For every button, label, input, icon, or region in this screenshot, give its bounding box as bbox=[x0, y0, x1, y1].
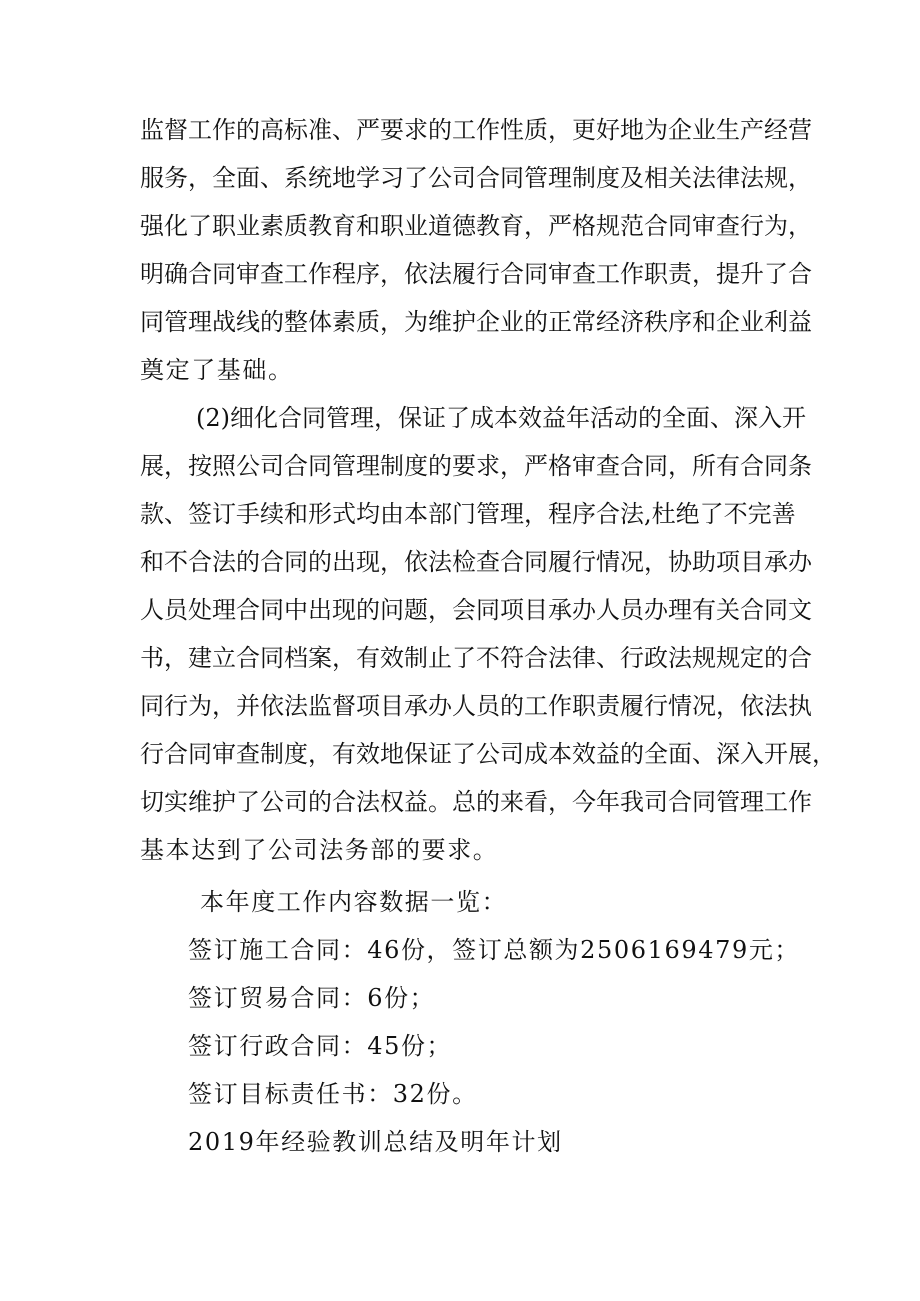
paragraph-1-line-1: 监督工作的高标准、严要求的工作性质，更好地为企业生产经营 bbox=[140, 116, 812, 144]
paragraph-2-line-7: 同行为，并依法监督项目承办人员的工作职责履行情况，依法执 bbox=[140, 692, 812, 720]
section-heading-summary-and-plan: 2019年经验教训总结及明年计划 bbox=[188, 1128, 563, 1156]
paragraph-2-line-4: 和不合法的合同的出现，依法检查合同履行情况，协助项目承办 bbox=[140, 548, 812, 576]
paragraph-2-line-6: 书，建立合同档案，有效制止了不符合法律、行政法规规定的合 bbox=[140, 644, 812, 672]
data-item-administrative-contracts: 签订行政合同：45份； bbox=[188, 1032, 453, 1060]
paragraph-2-line-3: 款、签订手续和形式均由本部门管理，程序合法,杜绝了不完善 bbox=[140, 500, 796, 528]
paragraph-1-line-6: 奠定了基础。 bbox=[140, 356, 294, 384]
paragraph-2-line-2: 展，按照公司合同管理制度的要求，严格审查合同，所有合同条 bbox=[140, 452, 812, 480]
data-item-responsibility-letters: 签订目标责任书：32份。 bbox=[188, 1080, 478, 1108]
paragraph-2-line-10: 基本达到了公司法务部的要求。 bbox=[140, 836, 499, 864]
paragraph-2-line-1: (2)细化合同管理，保证了成本效益年活动的全面、深入开 bbox=[196, 404, 806, 432]
paragraph-1-line-4: 明确合同审查工作程序，依法履行合同审查工作职责，提升了合 bbox=[140, 260, 812, 288]
paragraph-1-line-5: 同管理战线的整体素质，为维护企业的正常经济秩序和企业利益 bbox=[140, 308, 812, 336]
data-section-title: 本年度工作内容数据一览： bbox=[200, 888, 508, 916]
paragraph-1-line-3: 强化了职业素质教育和职业道德教育，严格规范合同审查行为， bbox=[140, 212, 812, 240]
paragraph-1-line-2: 服务，全面、系统地学习了公司合同管理制度及相关法律法规， bbox=[140, 164, 812, 192]
paragraph-2-line-5: 人员处理合同中出现的问题，会同项目承办人员办理有关合同文 bbox=[140, 596, 812, 624]
paragraph-2-line-8: 行合同审查制度，有效地保证了公司成本效益的全面、深入开展， bbox=[140, 740, 836, 768]
paragraph-2-line-9: 切实维护了公司的合法权益。总的来看，今年我司合同管理工作 bbox=[140, 788, 812, 816]
data-item-trade-contracts: 签订贸易合同：6份； bbox=[188, 984, 436, 1012]
data-item-construction-contracts: 签订施工合同：46份，签订总额为2506169479元； bbox=[188, 936, 801, 964]
